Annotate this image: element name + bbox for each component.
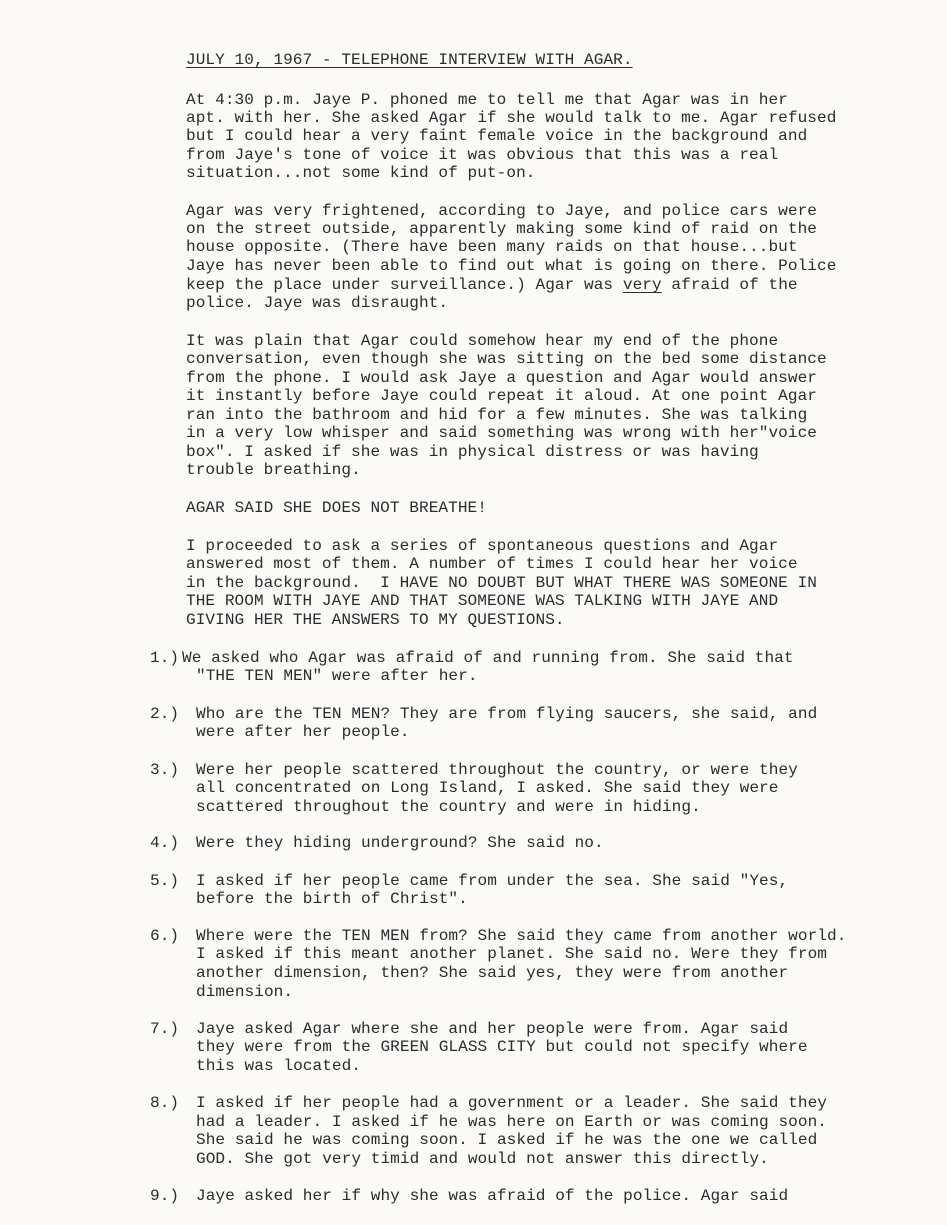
paragraph-2-line: Agar was very frightened, according to Jaye, and police cars were [186, 202, 818, 220]
paragraph-5-line: GIVING HER THE ANSWERS TO MY QUESTIONS. [186, 611, 565, 629]
paragraph-1-line: situation...not some kind of put-on. [186, 164, 536, 182]
paragraph-5-line: in the background. I HAVE NO DOUBT BUT WHAT THERE WAS SOMEONE IN [186, 574, 818, 592]
document-title: JULY 10, 1967 - TELEPHONE INTERVIEW WITH AGAR. [186, 51, 633, 69]
item-line: dimension. [196, 983, 294, 1001]
item-number: 1.) [150, 649, 180, 667]
item-line: had a leader. I asked if he was here on Earth or was coming soon. [196, 1113, 828, 1131]
paragraph-3-line: box". I asked if she was in physical distress or was having [186, 443, 759, 461]
item-line: were after her people. [196, 723, 410, 741]
item-line: I asked if her people came from under the sea. She said "Yes, [196, 872, 789, 890]
item-line: they were from the GREEN GLASS CITY but could not specify where [196, 1038, 808, 1056]
paragraph-2-line: on the street outside, apparently making some kind of raid on the [186, 220, 818, 238]
item-line: Jaye asked her if why she was afraid of the police. Agar said [196, 1187, 789, 1205]
paragraph-3-line: in a very low whisper and said something was wrong with her"voice [186, 424, 818, 442]
underlined-word: very [622, 276, 662, 294]
item-line: I asked if this meant another planet. She said no. Were they from [196, 945, 828, 963]
item-line: this was located. [196, 1057, 362, 1075]
item-line: scattered throughout the country and were in hiding. [196, 798, 701, 816]
item-line: Who are the TEN MEN? They are from flying saucers, she said, and [196, 705, 818, 723]
item-line: all concentrated on Long Island, I asked. She said they were [196, 779, 779, 797]
paragraph-3-line: It was plain that Agar could somehow hear my end of the phone [186, 332, 779, 350]
text-run: keep the place under surveillance.) Agar was [186, 276, 623, 294]
paragraph-3-line: conversation, even though she was sitting on the bed some distance [186, 350, 827, 368]
item-line: before the birth of Christ". [196, 890, 468, 908]
item-line: "THE TEN MEN" were after her. [196, 667, 478, 685]
paragraph-2-line: police. Jaye was disraught. [186, 294, 449, 312]
paragraph-1-line: but I could hear a very faint female voice in the background and [186, 127, 808, 145]
paragraph-3-line: it instantly before Jaye could repeat it aloud. At one point Agar [186, 387, 818, 405]
item-number: 9.) [150, 1187, 180, 1205]
paragraph-3-line: trouble breathing. [186, 461, 361, 479]
paragraph-3-line: ran into the bathroom and hid for a few minutes. She was talking [186, 406, 808, 424]
item-line: We asked who Agar was afraid of and running from. She said that [182, 649, 794, 667]
paragraph-2-line [186, 276, 798, 294]
item-line: GOD. She got very timid and would not answer this directly. [196, 1150, 769, 1168]
paragraph-3-line: from the phone. I would ask Jaye a question and Agar would answer [186, 369, 818, 387]
paragraph-5-line: THE ROOM WITH JAYE AND THAT SOMEONE WAS TALKING WITH JAYE AND [186, 592, 779, 610]
item-line: I asked if her people had a government or a leader. She said they [196, 1094, 828, 1112]
item-number: 5.) [150, 872, 180, 890]
item-number: 7.) [150, 1020, 180, 1038]
paragraph-5-line: answered most of them. A number of times I could hear her voice [186, 555, 798, 573]
paragraph-1-line: At 4:30 p.m. Jaye P. phoned me to tell me that Agar was in her [186, 91, 788, 109]
item-line: another dimension, then? She said yes, they were from another [196, 964, 789, 982]
paragraph-1-line: apt. with her. She asked Agar if she would talk to me. Agar refused [186, 109, 837, 127]
item-line: Were they hiding underground? She said no. [196, 834, 604, 852]
item-number: 2.) [150, 705, 180, 723]
item-line: Jaye asked Agar where she and her people were from. Agar said [196, 1020, 789, 1038]
item-line: She said he was coming soon. I asked if he was the one we called [196, 1131, 818, 1149]
item-line: Were her people scattered throughout the country, or were they [196, 761, 798, 779]
item-number: 3.) [150, 761, 180, 779]
paragraph-2-line: house opposite. (There have been many raids on that house...but [186, 238, 798, 256]
emphasis-statement: AGAR SAID SHE DOES NOT BREATHE! [186, 499, 487, 517]
item-number: 4.) [150, 834, 180, 852]
item-number: 6.) [150, 927, 180, 945]
paragraph-2-line: Jaye has never been able to find out what is going on there. Police [186, 257, 837, 275]
paragraph-5-line: I proceeded to ask a series of spontaneous questions and Agar [186, 537, 779, 555]
text-run: afraid of the [661, 276, 798, 294]
paragraph-1-line: from Jaye's tone of voice it was obvious that this was a real [186, 146, 779, 164]
item-line: Where were the TEN MEN from? She said they came from another world. [196, 927, 847, 945]
item-number: 8.) [150, 1094, 180, 1112]
